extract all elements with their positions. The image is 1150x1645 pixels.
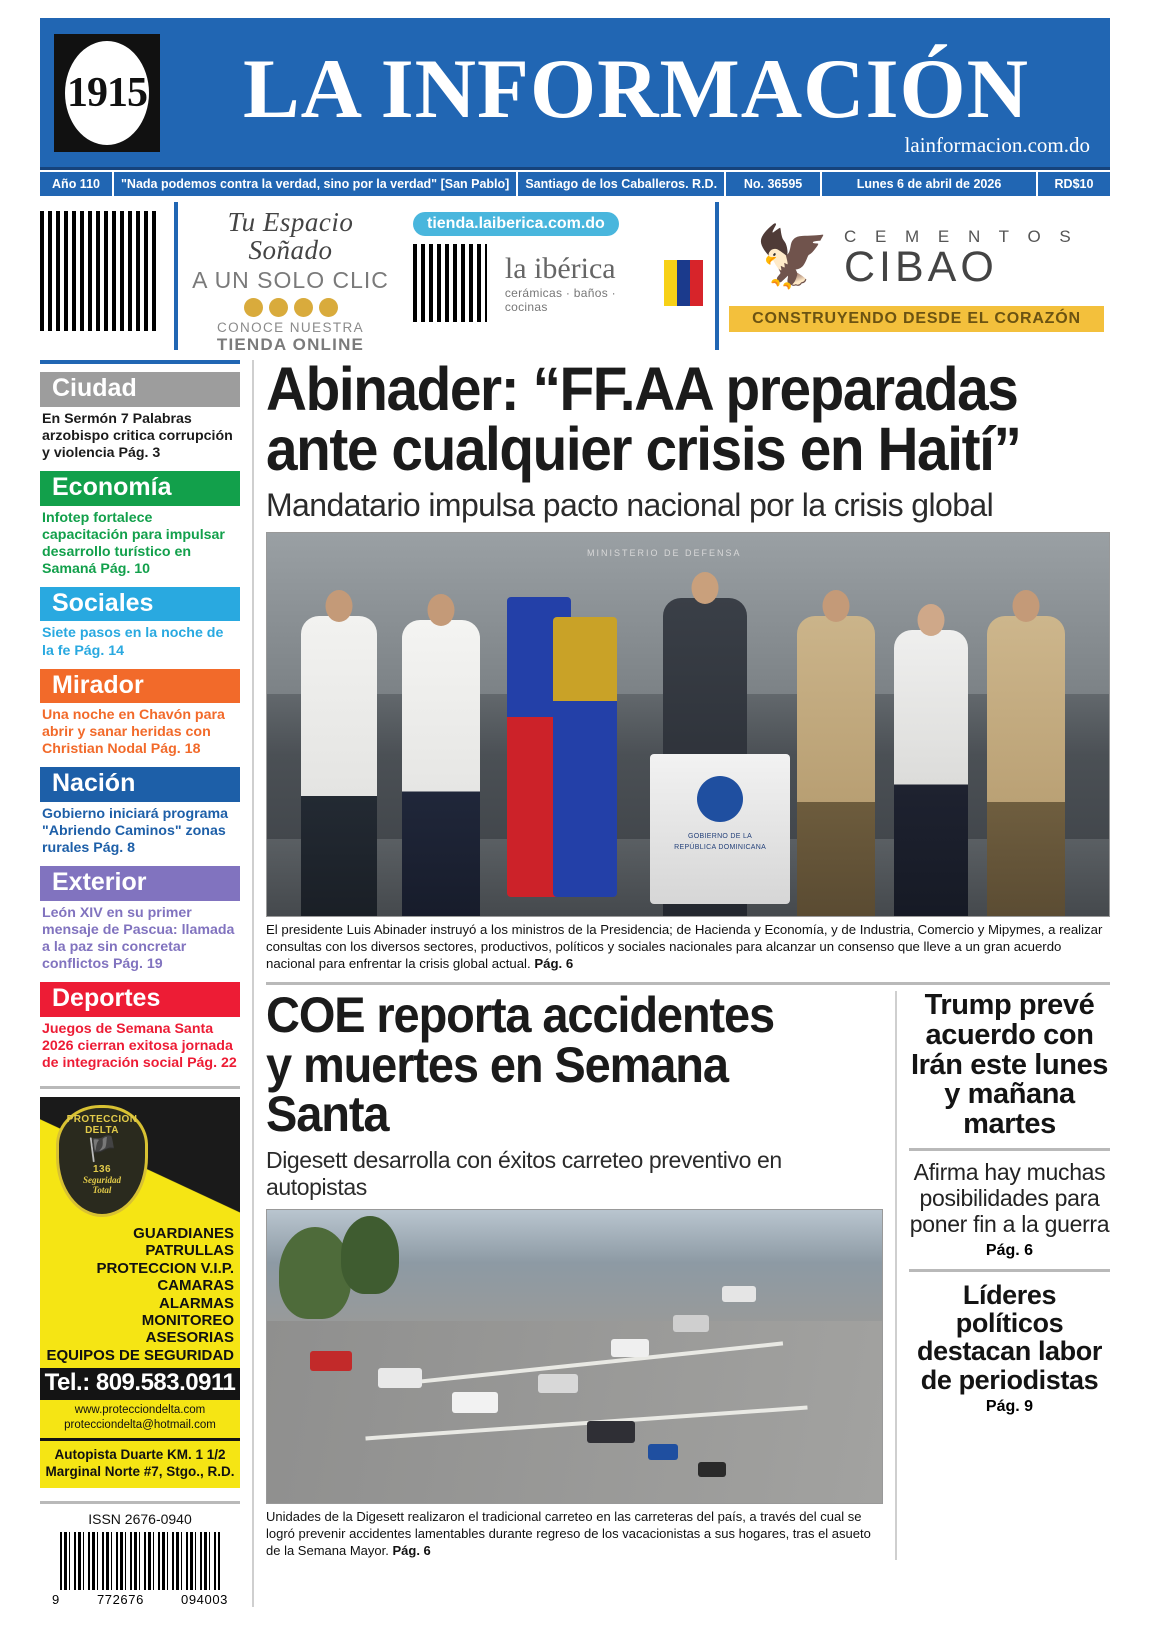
sidebar-item-sociales[interactable]: Sociales — [40, 587, 240, 622]
founding-year-text: 1915 — [65, 41, 149, 145]
sidebar-teaser-deportes[interactable]: Juegos de Semana Santa 2026 cierran exitosa jornada de integración social Pág. 22 — [42, 1020, 237, 1071]
divider-right-1 — [909, 1148, 1110, 1151]
second-story — [266, 987, 895, 1559]
second-photo-caption — [266, 1509, 883, 1560]
person-officer-1 — [797, 616, 875, 916]
divider-mid — [266, 982, 1110, 985]
sidebar-teaser-sociales[interactable]: Siete pasos en la noche de la fe Pág. 14 — [42, 625, 224, 659]
person-head-icon — [918, 604, 945, 636]
podium-text — [650, 832, 790, 853]
cibao-slogan: CONSTRUYENDO DESDE EL CORAZÓN — [729, 306, 1104, 332]
dominican-flag-2 — [553, 617, 617, 897]
cibao-logo-row — [729, 208, 1104, 306]
delta-service-item: ALARMAS — [159, 1294, 234, 1312]
podium — [650, 754, 790, 904]
flag-stripe-red — [690, 260, 703, 306]
cibao-wordmark — [843, 226, 1078, 291]
delta-service-item: CAMARAS — [157, 1277, 234, 1295]
right-story2-page[interactable]: Pág. 9 — [985, 1397, 1034, 1415]
iberica-click-line: A UN SOLO CLIC — [192, 266, 389, 293]
lower-section — [266, 987, 1110, 1559]
divider-above-issn — [40, 1501, 240, 1504]
info-city: Santiago de los Caballeros. R.D. — [518, 172, 726, 196]
flag-stripe-yellow — [664, 260, 677, 306]
sidebar-teaser-nacion[interactable]: Gobierno iniciará programa "Abriendo Caminos" zonas rurales Pág. 8 — [42, 806, 229, 857]
dot-icon-4 — [319, 298, 338, 317]
delta-badge-sub1: Seguridad — [82, 1174, 121, 1185]
qr-code-icon-iberica[interactable] — [413, 244, 487, 322]
delta-service-item: PATRULLAS — [145, 1242, 234, 1260]
delta-top — [40, 1097, 240, 1225]
qr-code-icon[interactable] — [40, 211, 160, 331]
masthead-title-wrap — [176, 34, 1096, 157]
delta-service-item: GUARDIANES — [133, 1224, 234, 1242]
lead-photo — [266, 532, 1110, 917]
colombia-flag-icon — [664, 260, 703, 306]
lead-photo-caption — [266, 922, 1110, 973]
delta-phone[interactable]: Tel.: 809.583.0911 — [40, 1368, 240, 1400]
right-story1-subhead: Afirma hay muchas posibilidades para poner fin a la guerra — [909, 1159, 1110, 1237]
iberica-conoce: CONOCE NUESTRA — [216, 319, 365, 335]
delta-eagle-icon: 🏴 — [87, 1135, 117, 1163]
delta-service-item: ASESORIAS — [145, 1329, 234, 1347]
dot-icon-2 — [269, 298, 288, 317]
person-head-icon — [325, 590, 352, 622]
second-caption-text: Unidades de la Digesett realizaron el tradicional carreteo en las carreteras del país, a través del cual se logró prevenir accidentes lamentables durante regreso de los vacacionistas a sus hogares, tras el asueto de la Semana Mayor. — [266, 1508, 871, 1558]
podium-line2: REPÚBLICA DOMINICANA — [674, 843, 767, 851]
info-date: Lunes 6 de abril de 2026 — [822, 172, 1038, 196]
lead-headline-line1[interactable]: Abinader: “FF.AA preparadas — [266, 355, 1018, 423]
car — [310, 1351, 352, 1371]
cibao-line2: CIBAO — [843, 242, 998, 291]
divider-right-2 — [909, 1269, 1110, 1272]
iberica-url-pill[interactable]: tienda.laiberica.com.do — [413, 212, 619, 236]
second-subheadline: Digesett desarrolla con éxitos carreteo preventivo en autopistas — [266, 1146, 782, 1200]
iberica-right — [393, 202, 703, 350]
lead-subheadline: Mandatario impulsa pacto nacional por la crisis global — [266, 486, 994, 523]
sidebar-teaser-ciudad[interactable]: En Sermón 7 Palabras arzobispo critica corrupción y violencia Pág. 3 — [42, 410, 233, 461]
podium-line1: GOBIERNO DE LA — [688, 833, 753, 841]
sidebar-item-deportes[interactable]: Deportes — [40, 982, 240, 1017]
person-2 — [402, 620, 480, 916]
highway — [267, 1321, 882, 1503]
car — [673, 1315, 709, 1332]
ad-cementos-cibao[interactable] — [715, 202, 1110, 350]
second-headline-line1[interactable]: COE reporta accidentes — [266, 987, 775, 1044]
person-4 — [894, 630, 968, 916]
barcode-image — [60, 1532, 220, 1590]
second-headline-line2[interactable]: y muertes en Semana Santa — [266, 1036, 728, 1143]
delta-service-item: MONITOREO — [141, 1311, 234, 1329]
lead-caption-page[interactable]: Pág. 6 — [534, 955, 574, 971]
car — [587, 1421, 635, 1443]
car — [722, 1286, 756, 1302]
motorcycle — [648, 1444, 678, 1460]
masthead-website[interactable]: lainformacion.com.do — [904, 132, 1090, 157]
iberica-icon-dots — [188, 298, 393, 317]
sidebar-teaser-mirador[interactable]: Una noche en Chavón para abrir y sanar heridas con Christian Nodal Pág. 18 — [42, 707, 225, 758]
dot-icon-1 — [244, 298, 263, 317]
delta-badge-num: 136 — [93, 1163, 111, 1175]
sidebar-item-nacion[interactable]: Nación — [40, 767, 240, 802]
top-ads-row — [40, 202, 1110, 354]
iberica-brand-sub: cerámicas · baños · cocinas — [504, 286, 616, 314]
person-head-icon — [691, 572, 718, 604]
info-price: RD$10 — [1054, 177, 1094, 191]
second-photo — [266, 1209, 883, 1504]
car — [611, 1339, 649, 1357]
divider-above-delta-ad — [40, 1086, 240, 1089]
tree-icon — [279, 1227, 351, 1319]
delta-address-line2: Marginal Norte #7, Stgo., R.D. — [45, 1463, 235, 1479]
sidebar-item-ciudad[interactable]: Ciudad — [40, 372, 240, 407]
eagle-icon: 🦅 — [755, 223, 830, 290]
sidebar-item-exterior[interactable]: Exterior — [40, 866, 240, 901]
car — [452, 1392, 498, 1413]
info-quote: "Nada podemos contra la verdad, sino por la verdad" [San Pablo] — [114, 172, 518, 196]
flag-stripe-blue — [677, 260, 690, 306]
motorcycle — [698, 1462, 726, 1477]
person-1 — [301, 616, 377, 916]
person-head-icon — [1012, 590, 1039, 622]
info-bar — [40, 170, 1110, 196]
delta-address — [40, 1441, 240, 1488]
ad-la-iberica[interactable] — [174, 202, 703, 354]
main-column — [252, 355, 1110, 1607]
car — [538, 1374, 578, 1393]
right-column — [895, 991, 1110, 1559]
person-officer-2 — [987, 616, 1065, 916]
delta-badge-sub2: Total — [92, 1184, 112, 1195]
barcode-digit-mid: 772676 — [96, 1591, 144, 1607]
delta-contact[interactable] — [40, 1400, 240, 1438]
delta-service-item: EQUIPOS DE SEGURIDAD — [46, 1346, 234, 1364]
sidebar-teaser-economia[interactable]: Infotep fortalece capacitación para impulsar desarrollo turístico en Samaná Pág. 10 — [42, 509, 225, 577]
sidebar — [40, 360, 240, 1607]
delta-email[interactable]: protecciondelta@hotmail.com — [64, 1419, 216, 1431]
barcode-digit-left: 9 — [52, 1591, 60, 1607]
barcode-digit-right: 094003 — [181, 1591, 228, 1607]
dot-icon-3 — [294, 298, 313, 317]
delta-badge-top: PROTECCION — [66, 1113, 138, 1125]
tree-icon — [341, 1216, 399, 1294]
government-seal-icon — [697, 776, 743, 822]
sidebar-item-economia[interactable]: Economía — [40, 471, 240, 506]
iberica-script-line: Tu Espacio Soñado — [227, 207, 354, 266]
person-head-icon — [823, 590, 850, 622]
car — [378, 1368, 422, 1388]
info-issue-number: No. 36595 — [726, 172, 822, 196]
iberica-left — [188, 202, 393, 354]
ad-proteccion-delta[interactable] — [40, 1097, 240, 1488]
issn-number: ISSN 2676-0940 — [88, 1510, 192, 1527]
masthead — [40, 18, 1110, 170]
lead-caption-text: El presidente Luis Abinader instruyó a los ministros de la Presidencia; de Hacienda y Economía, y de Industria, Comercio y Mipymes, a realizar consultas con los diversos sectores, productivos, políticos y sociales nacionales para alcanzar un consenso que lleve a un gran acuerdo nacional para enfrentar la crisis global actual. — [266, 921, 1103, 971]
right-story1-headline[interactable]: Trump prevé acuerdo con Irán este lunes y mañana martes — [910, 989, 1109, 1140]
info-year: Año 110 — [40, 172, 114, 196]
lead-headline-line2[interactable]: ante cualquier crisis en Haití” — [266, 414, 1021, 483]
page-title: LA INFORMACIÓN — [242, 41, 1030, 136]
right-story2-headline[interactable]: Líderes políticos destacan labor de periodistas — [917, 1279, 1102, 1395]
delta-badge-mid: DELTA — [85, 1124, 119, 1136]
cibao-line1: C E M E N T O S — [843, 226, 1078, 246]
photo-ministry-label: MINISTERIO DE DEFENSA — [586, 548, 742, 559]
delta-service-item: PROTECCION V.I.P. — [96, 1259, 234, 1277]
person-head-icon — [427, 594, 454, 626]
second-caption-page[interactable]: Pág. 6 — [392, 1542, 431, 1558]
iberica-brand-block — [505, 252, 654, 314]
sidebar-teaser-exterior[interactable]: León XIV en su primer mensaje de Pascua: llamada a la paz sin concretar conflictos Pág. 19 — [42, 904, 235, 973]
iberica-bottom — [393, 244, 703, 322]
delta-services-list — [40, 1225, 240, 1368]
right-story1-page[interactable]: Pág. 6 — [985, 1241, 1034, 1259]
sidebar-item-mirador[interactable]: Mirador — [40, 669, 240, 704]
delta-address-line1: Autopista Duarte KM. 1 1/2 — [54, 1446, 226, 1462]
delta-website[interactable]: www.protecciondelta.com — [74, 1404, 206, 1417]
founding-year-logo — [54, 34, 160, 152]
iberica-tienda: TIENDA ONLINE — [216, 334, 365, 354]
body-grid — [40, 355, 1110, 1607]
iberica-brand-name: la ibérica — [504, 252, 616, 285]
barcode-digits — [52, 1592, 228, 1607]
